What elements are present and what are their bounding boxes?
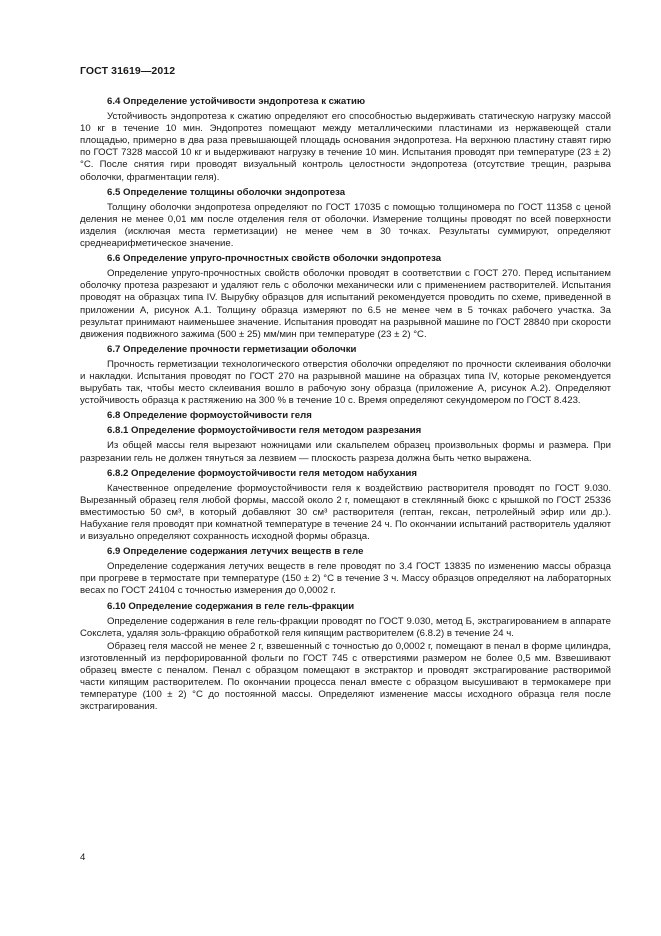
section-heading: 6.9 Определение содержания летучих веществ в геле	[107, 546, 364, 558]
section-heading: 6.8 Определение формоустойчивости геля	[107, 410, 312, 422]
subsection-heading: 6.8.1 Определение формоустойчивости геля методом разрезания	[107, 425, 422, 437]
paragraph: Определение упруго-прочностных свойств оболочки проводят в соответствии с ГОСТ 270. Перед испытанием оболочку протеза разрезают и удаляют гель с оболочки механически или с применением растворителей. Испытания проводят на образцах типа IV. Вырубку образцов для испытаний рекомендуется проводить по схеме, приведенной в приложении А, рисунок А.1. Толщину образца измеряют по 6.5 не менее чем в 5 точках рабочего участка. За результат принимают наименьшее значение. Испытания проводят на разрывной машине по ГОСТ 28840 при скорости движения подвижного зажима (500 ± 25) мм/мин при температуре (23 ± 2) °С.	[80, 268, 611, 340]
paragraph: Из общей массы геля вырезают ножницами или скальпелем образец произвольных формы и размера. При разрезании гель не должен тянуться за лезвием — плоскость разреза должна быть четко выражена.	[80, 440, 611, 464]
section-heading: 6.5 Определение толщины оболочки эндопротеза	[107, 186, 346, 198]
paragraph: Качественное определение формоустойчивости геля к воздействию растворителя проводят по ГОСТ 9.030. Вырезанный образец геля любой формы, массой около 2 г, помещают в стеклянный бюкс с крышкой по ГОСТ 25336 вместимостью 50 см³, в который добавляют 30 см³ растворителя (гептан, гексан, петролейный эфир или др.). Набухание геля проводят при комнатной температуре в течение 24 ч. По окончании испытаний растворитель удаляют и визуально определяют сохранность исходной формы образца.	[80, 482, 611, 543]
paragraph: Прочность герметизации технологического отверстия оболочки определяют по прочности склеивания оболочки и накладки. Испытания проводят по ГОСТ 270 на разрывной машине на образцах типа IV, которые рекомендуется вырубать так, чтобы место склеивания вошло в рабочую зону образца (приложение А, рисунок А.2). Определяют устойчивость образца к растяжению на 300 % в течение 10 с. Время определяют секундомером по ГОСТ 8.423.	[80, 358, 611, 407]
paragraph: Толщину оболочки эндопротеза определяют по ГОСТ 17035 с помощью толщиномера по ГОСТ 11358 с ценой деления не менее 0,01 мм после отделения геля от оболочки. Измерение толщины проводят по всей поверхности изделия (исключая места герметизации) не менее чем в 30 точках. Результаты суммируют, определяют среднеарифметическое значение.	[80, 201, 611, 250]
paragraph: Определение содержания летучих веществ в геле проводят по 3.4 ГОСТ 13835 по изменению массы образца при прогреве в термостате при температуре (150 ± 2) °С в течение 3 ч. Массу образцов определяют на лабораторных весах по ГОСТ 24104 с точностью измерения до 0,0002 г.	[80, 561, 611, 597]
page-number: 4	[80, 852, 86, 863]
document-header: ГОСТ 31619—2012	[80, 65, 176, 77]
section-heading: 6.6 Определение упруго-прочностных свойств оболочки эндопротеза	[107, 253, 442, 265]
paragraph: Устойчивость эндопротеза к сжатию определяют его способностью выдерживать статическую нагрузку массой 10 кг в течение 10 мин. Эндопротез помещают между металлическими пластинами из нержавеющей стали площадью, примерно в два раза превышающей площадь основания эндопротеза. На верхнюю пластину ставят гирю по ГОСТ 7328 массой 10 кг и выдерживают нагрузку в течение 10 мин. Испытания проводят при температуре (23 ± 2) °С. После снятия гири проводят визуальный контроль целостности эндопротеза (отсутствие трещин, разрыва оболочки, фрагментации геля).	[80, 111, 611, 183]
section-heading: 6.7 Определение прочности герметизации оболочки	[107, 343, 357, 355]
paragraph: Определение содержания в геле гель-фракции проводят по ГОСТ 9.030, метод Б, экстрагированием в аппарате Сокслета, удаляя золь-фракцию обработкой геля кипящим растворителем (6.8.2) в течение 24 ч.	[80, 615, 611, 639]
paragraph: Образец геля массой не менее 2 г, взвешенный с точностью до 0,0002 г, помещают в пенал в форме цилиндра, изготовленный из перфорированной фольги по ГОСТ 745 с отверстиями размером не более 0,5 мм. Взвешивают образец вместе с пеналом. Пенал с образцом помещают в экстрактор и проводят экстрагирование растворимой части кипящим растворителем. По окончании процесса пенал вместе с образцом высушивают в термокамере при температуре (100 ± 2) °С до постоянной массы. Определяют изменение массы исходного образца геля после экстрагирования.	[80, 640, 611, 713]
section-heading: 6.4 Определение устойчивости эндопротеза к сжатию	[107, 96, 366, 107]
section-heading: 6.10 Определение содержания в геле гель-фракции	[107, 600, 355, 612]
subsection-heading: 6.8.2 Определение формоустойчивости геля методом набухания	[107, 467, 418, 479]
document-body	[80, 96, 611, 716]
